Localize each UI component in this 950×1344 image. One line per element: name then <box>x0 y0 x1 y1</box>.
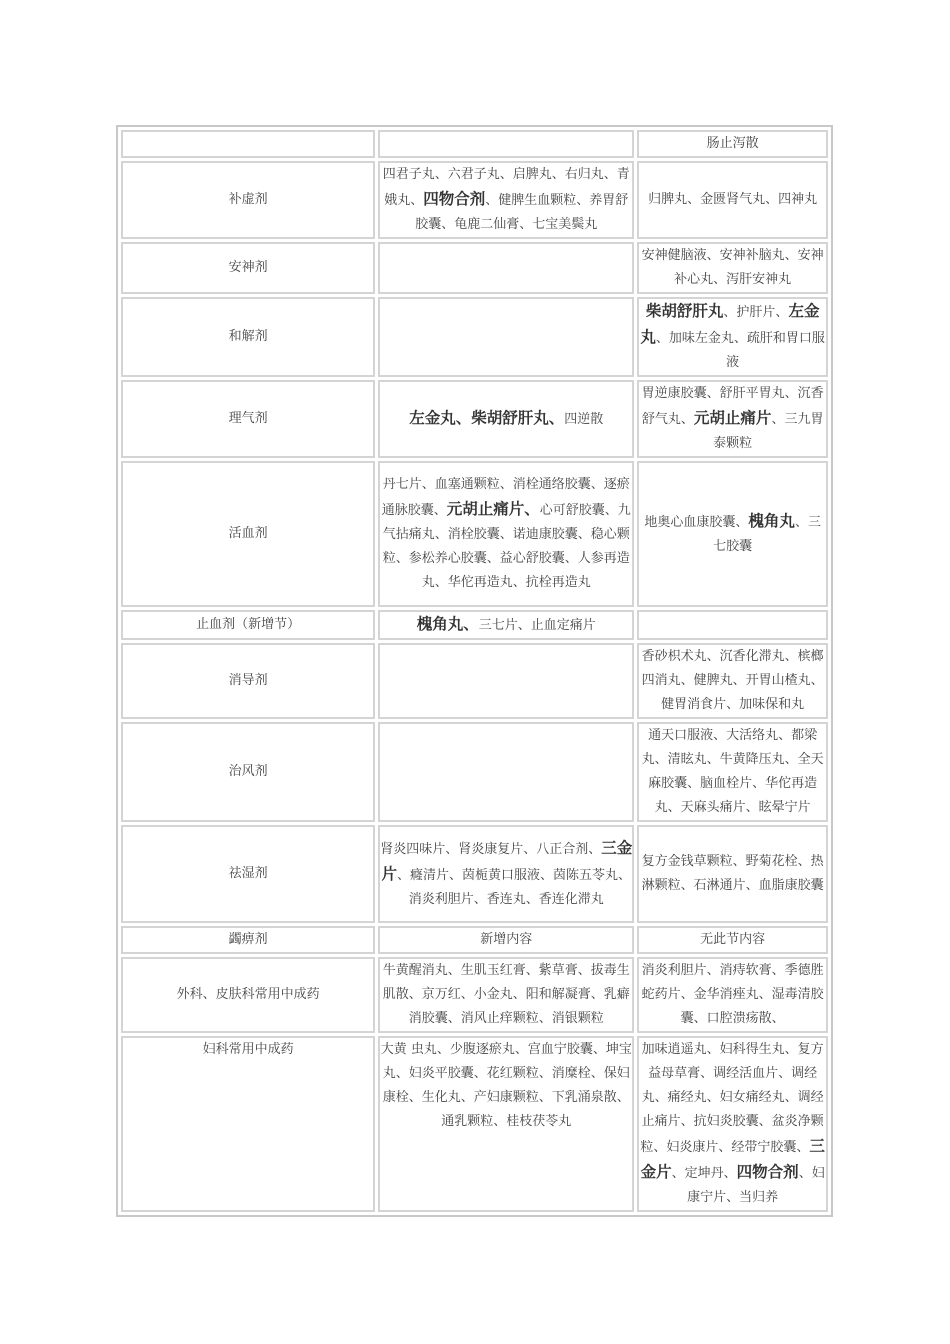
removed-content-cell <box>637 722 828 822</box>
col3-segment: 、护肝片、 <box>723 305 789 320</box>
table-row <box>121 825 828 923</box>
category-cell: 消导剂 <box>121 643 375 719</box>
table-row <box>121 926 828 954</box>
col2-segment: 、癃清片、茵栀黄口服液、茵陈五苓丸、消炎利胆片、香连丸、香连化滞丸 <box>397 868 632 907</box>
table-row <box>121 130 828 158</box>
removed-content-cell <box>637 926 828 954</box>
removed-content-cell <box>637 297 828 377</box>
table-row <box>121 161 828 239</box>
col3-segment: 、三七胶囊 <box>713 515 821 554</box>
col2-segment: 肾炎四味片、肾炎康复片、八正合剂、 <box>380 842 602 857</box>
new-content-cell <box>378 130 634 158</box>
col2-segment: 四物合剂 <box>423 189 486 208</box>
new-content-cell <box>378 957 634 1033</box>
col3-segment: 安神健脑液、安神补脑丸、安神补心丸、泻肝安神丸 <box>641 248 824 287</box>
col3-segment: 复方金钱草颗粒、野菊花栓、热淋颗粒、石淋通片、血脂康胶囊 <box>641 854 824 893</box>
removed-content-cell <box>637 380 828 458</box>
new-content-cell <box>378 1036 634 1212</box>
new-content-cell <box>378 161 634 239</box>
new-content-cell <box>378 242 634 294</box>
col2-segment: 元胡止痛片、 <box>446 499 540 518</box>
removed-content-cell <box>637 825 828 923</box>
removed-content-cell <box>637 643 828 719</box>
col2-segment: 、健脾生血颗粒、养胃舒胶囊、龟鹿二仙膏、七宝美鬓丸 <box>415 193 629 232</box>
removed-content-cell <box>637 242 828 294</box>
col2-segment: 丹七片、血塞通颗粒、消栓通络胶囊、逐瘀通脉胶囊、 <box>381 477 630 518</box>
table-body <box>121 130 828 1212</box>
col3-segment: 左金丸 <box>640 301 820 346</box>
new-content-cell <box>378 825 634 923</box>
new-content-cell <box>378 297 634 377</box>
category-cell: 治风剂 <box>121 722 375 822</box>
category-cell: 和解剂 <box>121 297 375 377</box>
col2-segment: 牛黄醒消丸、生肌玉红膏、紫草膏、拔毒生肌散、京万红、小金丸、阳和解凝膏、乳癖消胶囊、消风止痒颗粒、消银颗粒 <box>382 963 630 1026</box>
new-content-cell <box>378 722 634 822</box>
new-content-cell <box>378 926 634 954</box>
col2-segment: 心可舒胶囊、九气拈痛丸、消栓胶囊、诺迪康胶囊、稳心颗粒、参松养心胶囊、益心舒胶囊、人参再造丸、华佗再造丸、抗栓再造丸 <box>382 503 631 590</box>
formulary-table <box>116 125 833 1217</box>
table-row <box>121 610 828 640</box>
category-cell: 活血剂 <box>121 461 375 607</box>
category-cell: 理气剂 <box>121 380 375 458</box>
col3-segment: 槐角丸 <box>748 511 795 530</box>
table-row <box>121 380 828 458</box>
new-content-cell <box>378 610 634 640</box>
new-content-cell <box>378 643 634 719</box>
col3-segment: 归脾丸、金匮肾气丸、四神丸 <box>648 192 818 207</box>
col2-segment: 三七片、止血定痛片 <box>478 618 596 633</box>
table-row <box>121 722 828 822</box>
removed-content-cell <box>637 610 828 640</box>
col3-segment: 通天口服液、大活络丸、都梁丸、清眩丸、牛黄降压丸、全天麻胶囊、脑血栓片、华佗再造丸、天麻头痛片、眩晕宁片 <box>641 728 824 815</box>
col3-segment: 三金片 <box>640 1136 825 1181</box>
col2-segment: 新增内容 <box>480 932 533 947</box>
category-cell: 补虚剂 <box>121 161 375 239</box>
col3-segment: 、妇康宁片、当归养 <box>687 1166 825 1205</box>
table-row <box>121 297 828 377</box>
col2-segment: 三金片 <box>381 838 633 883</box>
table-row <box>121 1036 828 1212</box>
col2-segment: 四君子丸、六君子丸、启脾丸、右归丸、青娥丸、 <box>382 167 630 208</box>
col3-segment: 无此节内容 <box>700 932 766 947</box>
col3-segment: 元胡止痛片 <box>693 408 772 427</box>
col2-segment: 左金丸、柴胡舒肝丸、 <box>409 408 565 427</box>
table-row <box>121 242 828 294</box>
category-cell: 外科、皮肤科常用中成药 <box>121 957 375 1033</box>
removed-content-cell <box>637 1036 828 1212</box>
removed-content-cell <box>637 130 828 158</box>
col3-segment: 、定坤丹、 <box>671 1166 737 1181</box>
col3-segment: 柴胡舒肝丸 <box>645 301 724 320</box>
category-cell <box>121 130 375 158</box>
col3-segment: 、加味左金丸、疏肝和胃口服液 <box>655 331 825 370</box>
removed-content-cell <box>637 461 828 607</box>
removed-content-cell <box>637 161 828 239</box>
col3-segment: 消炎利胆片、消痔软膏、季德胜蛇药片、金华消痤丸、湿毒清胶囊、口腔溃疡散、 <box>641 963 824 1026</box>
col3-segment: 加味逍遥丸、妇科得生丸、复方益母草膏、调经活血片、调经丸、痛经丸、妇女痛经丸、调经止痛片、抗妇炎胶囊、盆炎净颗粒、妇炎康片、经带宁胶囊、 <box>640 1042 824 1155</box>
new-content-cell <box>378 461 634 607</box>
col2-segment: 槐角丸、 <box>416 614 479 633</box>
table-row <box>121 643 828 719</box>
col3-segment: 胃逆康胶囊、舒肝平胃丸、沉香舒气丸、 <box>641 386 824 427</box>
table-row <box>121 957 828 1033</box>
category-cell: 蠲痹剂 <box>121 926 375 954</box>
new-content-cell <box>378 380 634 458</box>
col3-segment: 地奥心血康胶囊、 <box>644 515 749 530</box>
col2-segment: 四逆散 <box>564 412 604 427</box>
col3-segment: 、三九胃泰颗粒 <box>713 412 824 451</box>
category-cell: 祛湿剂 <box>121 825 375 923</box>
category-cell: 妇科常用中成药 <box>121 1036 375 1212</box>
col2-segment: 大黄 虫丸、少腹逐瘀丸、宫血宁胶囊、坤宝丸、妇炎平胶囊、花红颗粒、消糜栓、保妇康栓、生化丸、产妇康颗粒、下乳涌泉散、通乳颗粒、桂枝茯苓丸 <box>380 1042 632 1129</box>
col3-segment: 肠止泻散 <box>706 136 759 151</box>
col3-segment: 香砂枳术丸、沉香化滞丸、槟榔四消丸、健脾丸、开胃山楂丸、健胃消食片、加味保和丸 <box>641 649 824 712</box>
category-cell: 止血剂（新增节） <box>121 610 375 640</box>
removed-content-cell <box>637 957 828 1033</box>
table-row <box>121 461 828 607</box>
category-cell: 安神剂 <box>121 242 375 294</box>
col3-segment: 四物合剂 <box>736 1162 799 1181</box>
